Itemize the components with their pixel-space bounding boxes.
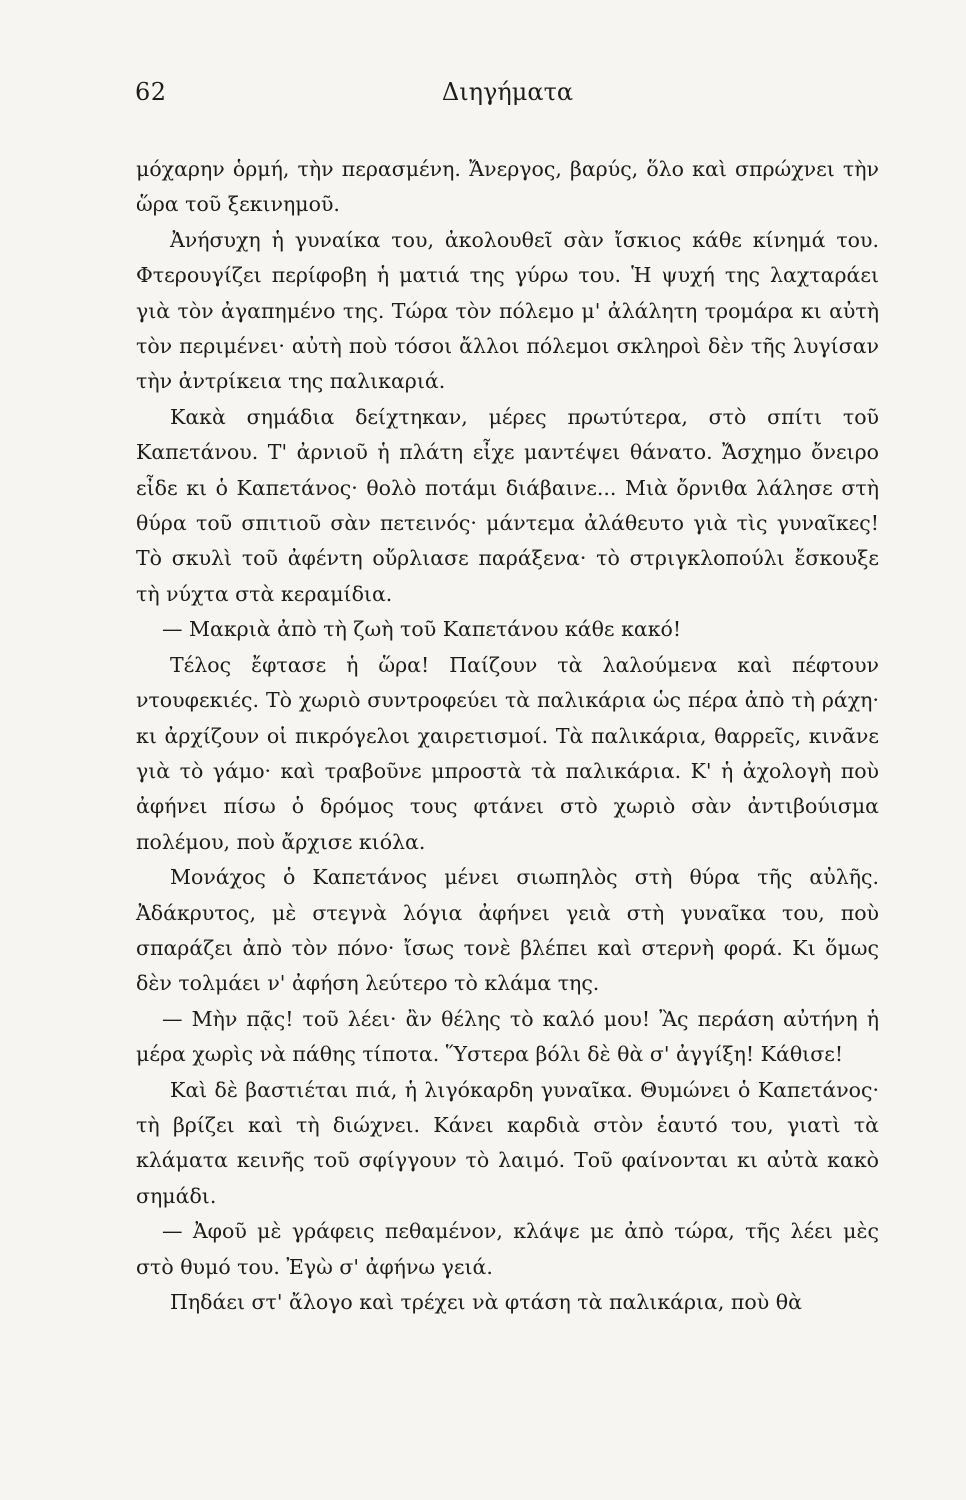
- page-number: 62: [135, 78, 167, 106]
- page-header: [135, 78, 880, 118]
- dialogue-line: — Μακριὰ ἀπὸ τὴ ζωὴ τοῦ Καπετάνου κάθε κακό!: [162, 617, 682, 642]
- paragraph: μόχαρην ὁρμή, τὴν περασμένη. Ἄνεργος, βαρύς, ὅλο καὶ σπρώχνει τὴν ὥρα τοῦ ξεκινημοῦ.: [136, 157, 879, 217]
- paragraph: Κακὰ σημάδια δείχτηκαν, μέρες πρωτύτερα, στὸ σπίτι τοῦ Καπετάνου. Τ' ἀρνιοῦ ἡ πλάτη εἶχε μαντέψει θάνατο. Ἄσχημο ὄνειρο εἶδε κι ὁ Καπετάνος· θολὸ ποτάμι διάβαινε... Μιὰ ὄρνιθα λάλησε στὴ θύρα τοῦ σπιτιοῦ σὰν πετεινός· μάντεμα ἀλάθευτο γιὰ τὶς γυναῖκες! Τὸ σκυλὶ τοῦ ἀφέντη οὔρλιασε παράξενα· τὸ στριγκλοπούλι ἔσκουξε τὴ νύχτα στὰ κεραμίδια.: [136, 404, 879, 606]
- body-text: [136, 152, 879, 1320]
- running-title: Διηγήματα: [441, 78, 574, 106]
- paragraph: Ἀνήσυχη ἡ γυναίκα του, ἀκολουθεῖ σὰν ἴσκιος κάθε κίνημά του. Φτερουγίζει περίφοβη ἡ ματιά της γύρω του. Ἡ ψυχή της λαχταράει γιὰ τὸν ἀγαπημένο της. Τώρα τὸν πόλεμο μ' ἀλάλητη τρομάρα κι αὐτὴ τὸν περιμένει· αὐτὴ ποὺ τόσοι ἄλλοι πόλεμοι σκληροὶ δὲν τῆς λυγίσαν τὴν ἀντρίκεια της παλικαριά.: [136, 227, 879, 394]
- dialogue-line: — Μὴν πᾷς! τοῦ λέει· ἂν θέλης τὸ καλό μου! Ἂς περάση αὐτήνη ἡ μέρα χωρὶς νὰ πάθης τίποτα. Ὕστερα βόλι δὲ θὰ σ' ἀγγίξη! Κάθισε!: [136, 1006, 879, 1067]
- dialogue-line: — Ἀφοῦ μὲ γράφεις πεθαμένον, κλάψε με ἀπὸ τώρα, τῆς λέει μὲς στὸ θυμό του. Ἐγὼ σ' ἀφήνω γειά.: [136, 1219, 879, 1279]
- paragraph: Καὶ δὲ βαστιέται πιά, ἡ λιγόκαρδη γυναῖκα. Θυμώνει ὁ Καπετάνος· τὴ βρίζει καὶ τὴ διώχνει. Κάνει καρδιὰ στὸν ἑαυτό του, γιατὶ τὰ κλάματα κεινῆς τοῦ σφίγγουν τὸ λαιμό. Τοῦ φαίνονται κι αὐτὰ κακὸ σημάδι.: [136, 1077, 879, 1208]
- paragraph: Τέλος ἔφτασε ἡ ὥρα! Παίζουν τὰ λαλούμενα καὶ πέφτουν ντουφεκιές. Τὸ χωριὸ συντροφεύει τὰ παλικάρια ὡς πέρα ἀπὸ τὴ ράχη· κι ἀρχίζουν οἱ πικρόγελοι χαιρετισμοί. Τὰ παλικάρια, θαρρεῖς, κινᾶνε γιὰ τὸ γάμο· καὶ τραβοῦνε μπροστὰ τὰ παλικάρια. Κ' ἡ ἀχολογὴ ποὺ ἀφήνει πίσω ὁ δρόμος τους φτάνει στὸ χωριὸ σὰν ἀντιβούισμα πολέμου, ποὺ ἄρχισε κιόλα.: [136, 652, 879, 854]
- paragraph: Πηδάει στ' ἄλογο καὶ τρέχει νὰ φτάση τὰ παλικάρια, ποὺ θὰ: [170, 1290, 802, 1314]
- paragraph: Μονάχος ὁ Καπετάνος μένει σιωπηλὸς στὴ θύρα τῆς αὐλῆς. Ἀδάκρυτος, μὲ στεγνὰ λόγια ἀφήνει γειὰ στὴ γυναῖκα του, ποὺ σπαράζει ἀπὸ τὸν πόνο· ἴσως τονὲ βλέπει καὶ στερνὴ φορά. Κι ὅμως δὲν τολμάει ν' ἀφήση λεύτερο τὸ κλάμα της.: [136, 865, 879, 996]
